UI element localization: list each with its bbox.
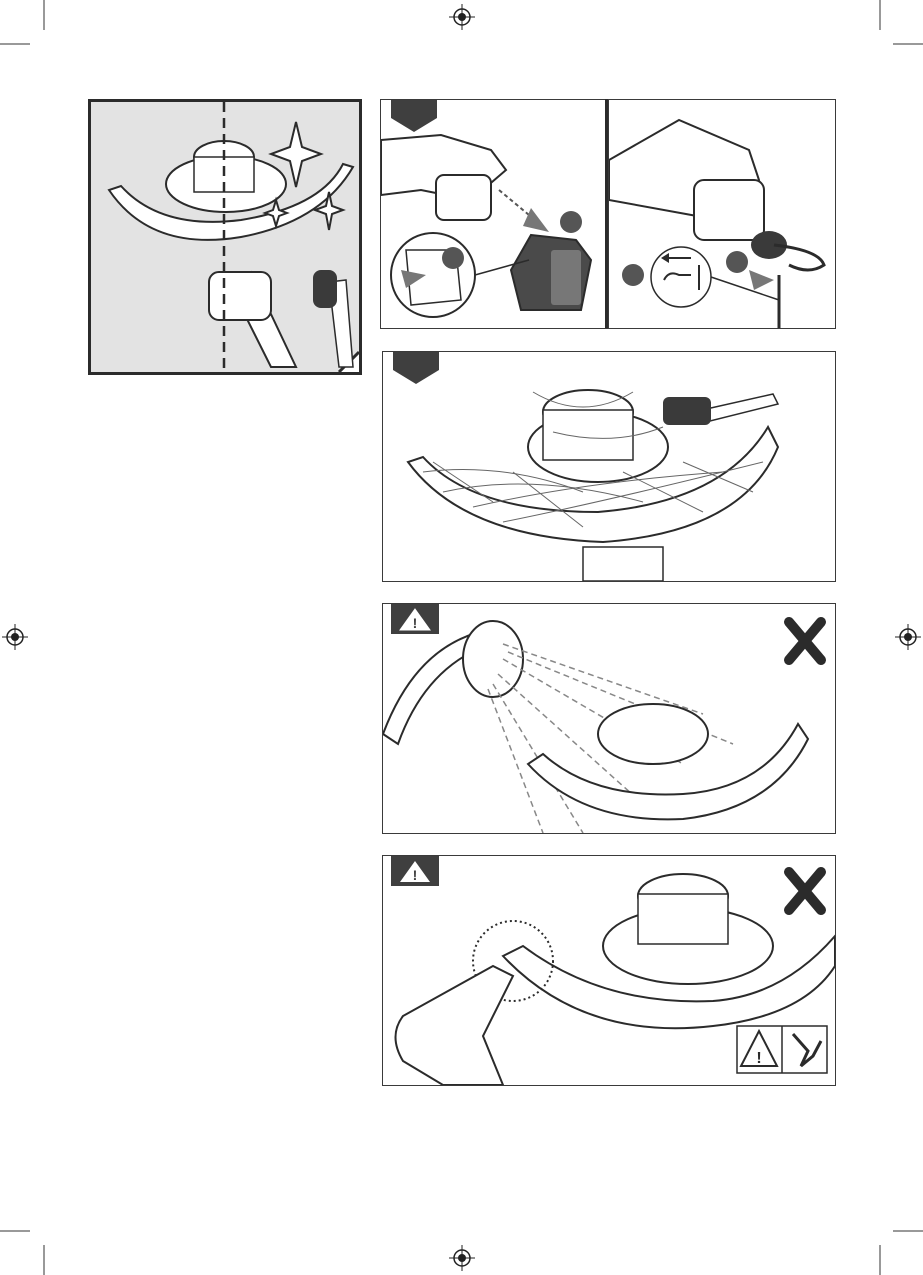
- registration-mark-icon: [449, 1245, 475, 1271]
- step-badge: [391, 100, 437, 132]
- hand-icon: [396, 966, 514, 1085]
- brush-icon: [313, 270, 353, 367]
- cross-x-icon: [789, 622, 821, 660]
- registration-mark-icon: [2, 624, 28, 650]
- brush-icon: [663, 394, 778, 425]
- registration-mark-icon: [895, 624, 921, 650]
- hand-cut-hazard-icon: [737, 1026, 827, 1073]
- no-water-spray-illustration: [382, 603, 836, 834]
- remove-battery-illustration: [380, 99, 608, 329]
- plug-icon: [651, 247, 711, 307]
- svg-text:!: !: [412, 867, 418, 883]
- warning-triangle-icon: [391, 856, 439, 886]
- unplug-cable-illustration: [608, 99, 836, 329]
- no-touch-blade-illustration: [382, 855, 836, 1086]
- battery-icon: [511, 235, 591, 310]
- svg-text:!: !: [412, 615, 418, 631]
- shower-head-icon: [383, 621, 523, 744]
- registration-mark-icon: [449, 4, 475, 30]
- cross-x-icon: [789, 872, 821, 910]
- clean-trimmer-illustration: [88, 99, 362, 375]
- svg-text:!: !: [756, 1050, 762, 1067]
- warning-triangle-icon: [391, 604, 439, 634]
- step-badge: [393, 352, 439, 384]
- brush-cleaning-illustration: [382, 351, 836, 582]
